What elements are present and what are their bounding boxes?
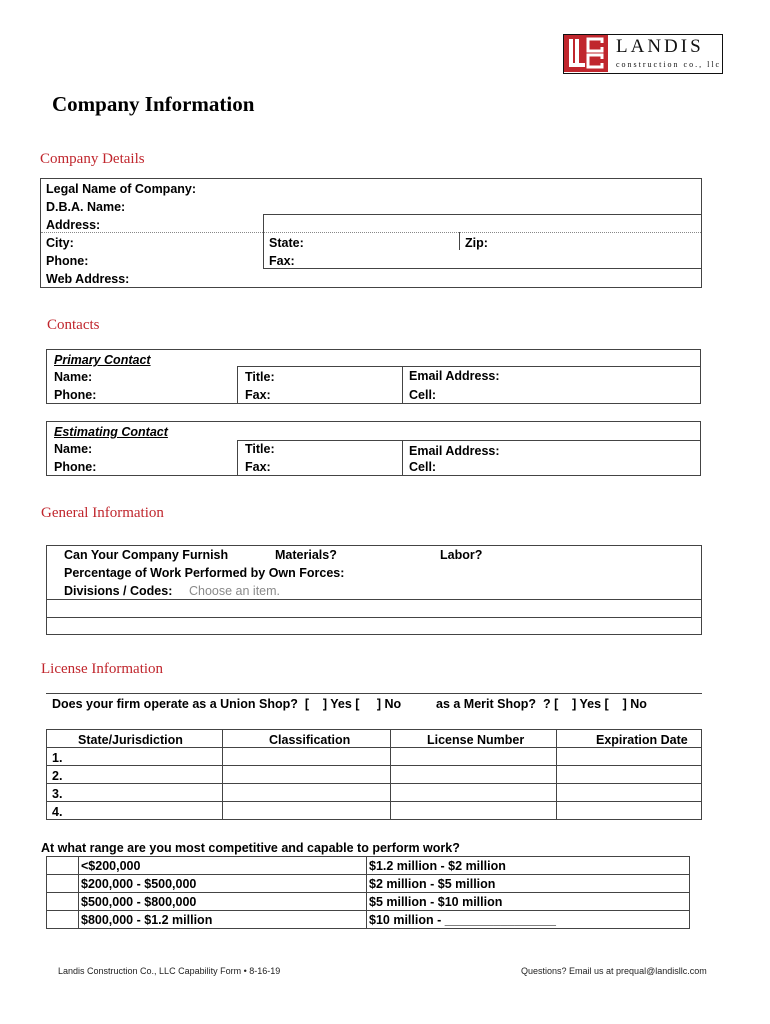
logo-mark-icon [564, 35, 608, 72]
license-info-heading: License Information [41, 661, 164, 677]
logo-name: LANDIS [616, 36, 704, 57]
page-title: Company Information [52, 92, 255, 116]
primary-title-label: Title: [245, 370, 275, 384]
contacts-heading: Contacts [47, 317, 100, 333]
materials-label: Materials? [275, 548, 337, 562]
footer-contact-email: Questions? Email us at prequal@landisllc.com [521, 966, 707, 976]
dba-label: D.B.A. Name: [46, 200, 126, 214]
estimating-title-label: Title: [245, 442, 275, 456]
state-label: State: [269, 236, 304, 250]
estimating-phone-label: Phone: [54, 460, 97, 474]
estimating-cell-label: Cell: [409, 460, 437, 474]
license-row-4: 4. [52, 805, 63, 819]
estimating-email-label: Email Address: [409, 444, 500, 458]
range-question: At what range are you most competitive and capable to perform work? [41, 841, 460, 855]
primary-contact-heading: Primary Contact [54, 353, 151, 367]
fax-label: Fax: [269, 254, 295, 268]
range-option: $10 million - ________________ [369, 913, 556, 927]
range-option: $2 million - $5 million [369, 877, 496, 891]
license-row-1: 1. [52, 751, 63, 765]
license-row-2: 2. [52, 769, 63, 783]
logo-subtitle: construction co., llc [616, 60, 722, 69]
primary-fax-label: Fax: [245, 388, 271, 402]
range-option: $1.2 million - $2 million [369, 859, 506, 873]
estimating-contact-heading: Estimating Contact [54, 425, 168, 439]
license-header-number: License Number [427, 733, 525, 747]
zip-label: Zip: [465, 236, 488, 250]
furnish-label: Can Your Company Furnish [64, 548, 229, 562]
license-header-classification: Classification [269, 733, 351, 747]
license-header-expiration: Expiration Date [596, 733, 688, 747]
percentage-label: Percentage of Work Performed by Own Forces: [64, 566, 345, 580]
union-shop-question: Does your firm operate as a Union Shop? [ ] Yes [ ] No [52, 697, 402, 711]
range-option: $5 million - $10 million [369, 895, 503, 909]
license-header-state: State/Jurisdiction [78, 733, 183, 747]
legal-name-label: Legal Name of Company: [46, 182, 197, 196]
license-row-3: 3. [52, 787, 63, 801]
primary-email-label: Email Address: [409, 369, 500, 383]
range-option: $200,000 - $500,000 [81, 877, 197, 891]
divisions-label: Divisions / Codes: [64, 584, 173, 598]
address-label: Address: [46, 218, 101, 232]
phone-label: Phone: [46, 254, 89, 268]
city-label: City: [46, 236, 74, 250]
range-option: $800,000 - $1.2 million [81, 913, 213, 927]
web-address-label: Web Address: [46, 272, 130, 286]
labor-label: Labor? [440, 548, 483, 562]
primary-cell-label: Cell: [409, 388, 437, 402]
primary-phone-label: Phone: [54, 388, 97, 402]
merit-shop-question: as a Merit Shop? ? [ ] Yes [ ] No [436, 697, 647, 711]
company-logo [563, 34, 723, 74]
estimating-fax-label: Fax: [245, 460, 271, 474]
general-info-heading: General Information [41, 505, 164, 521]
primary-name-label: Name: [54, 370, 93, 384]
estimating-name-label: Name: [54, 442, 93, 456]
company-details-heading: Company Details [40, 151, 145, 167]
range-option: $500,000 - $800,000 [81, 895, 197, 909]
range-option: <$200,000 [81, 859, 141, 873]
divisions-dropdown[interactable]: Choose an item. [189, 584, 281, 598]
footer-form-info: Landis Construction Co., LLC Capability Form • 8-16-19 [58, 966, 281, 976]
